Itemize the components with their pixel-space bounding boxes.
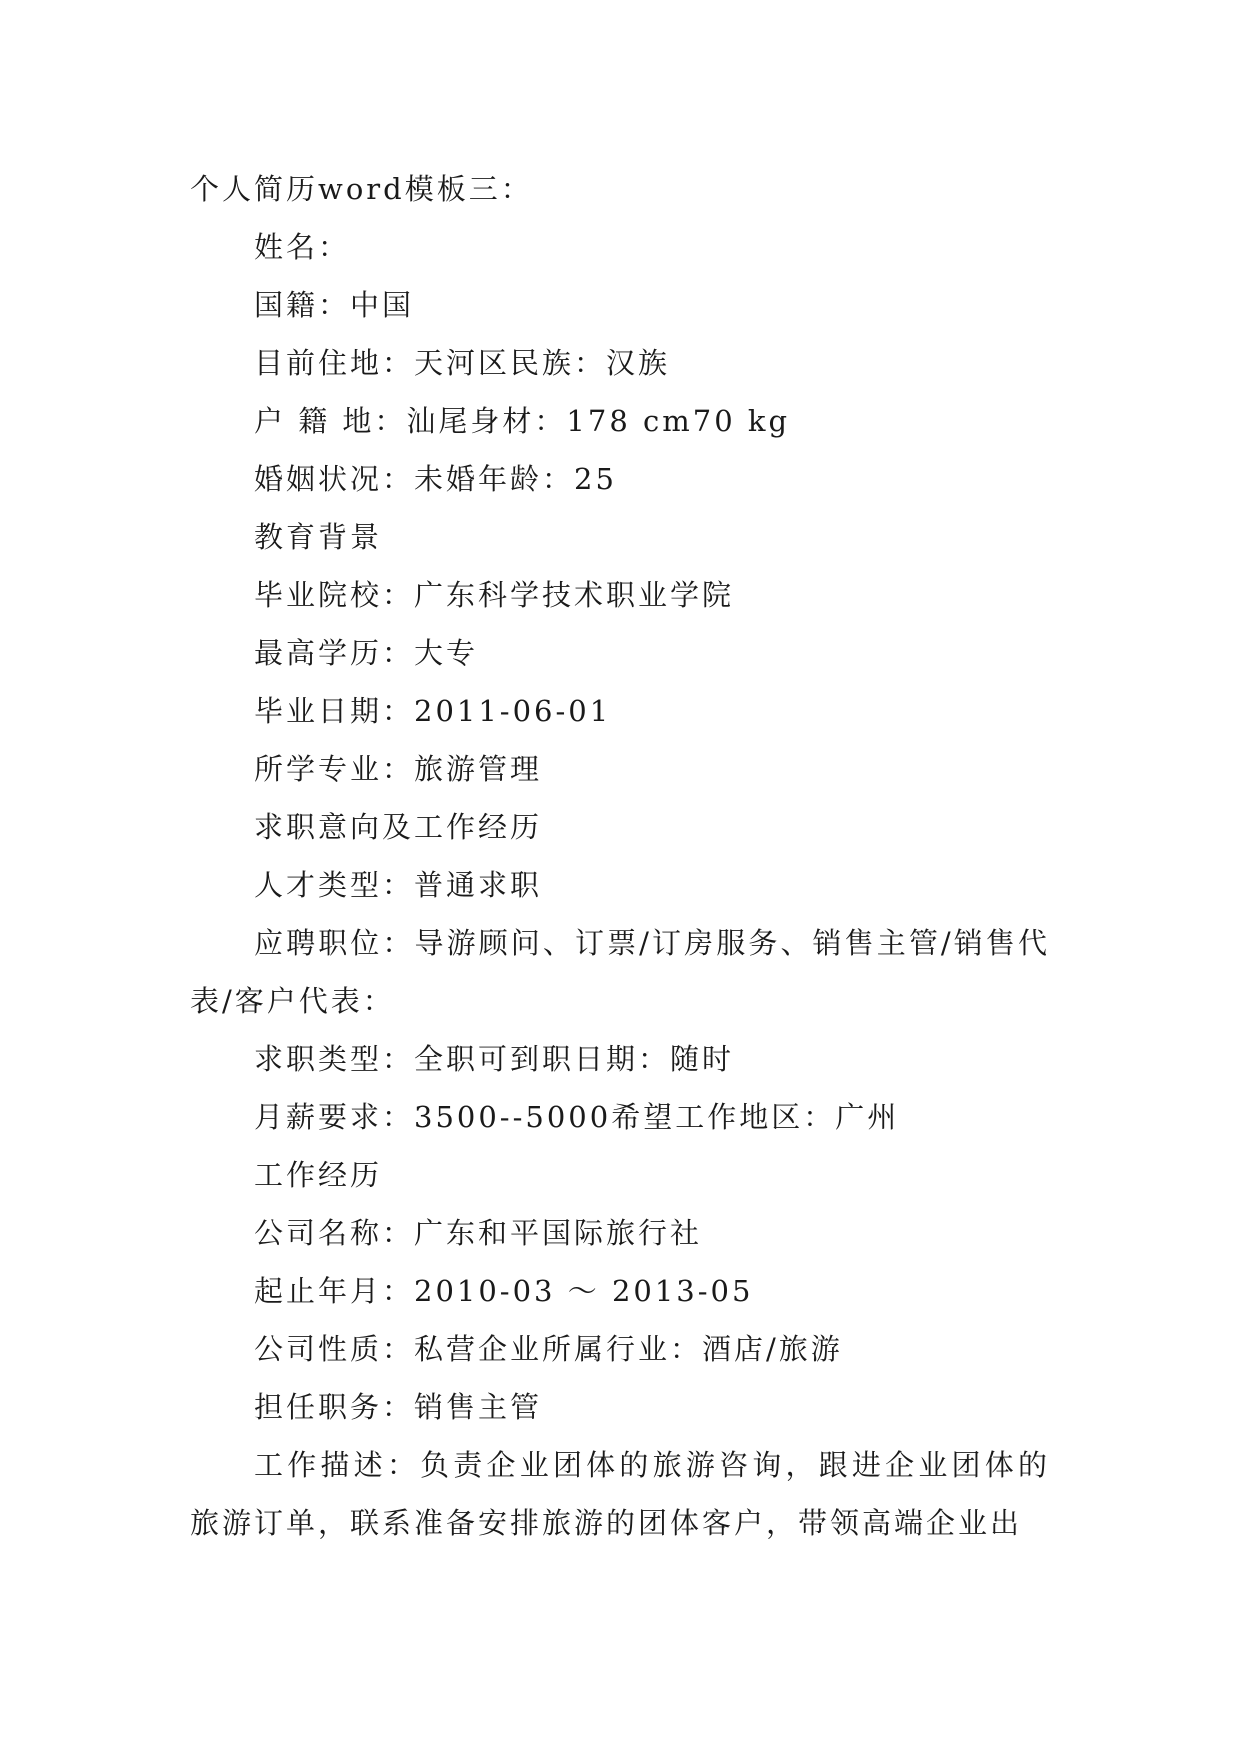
field-residence-ethnicity: 目前住地：天河区民族：汉族 xyxy=(254,346,671,380)
field-company: 公司名称：广东和平国际旅行社 xyxy=(254,1216,703,1250)
section-heading-education: 教育背景 xyxy=(254,520,383,554)
field-graduation-date: 毕业日期：2011-06-01 xyxy=(254,694,612,728)
section-heading-career: 求职意向及工作经历 xyxy=(254,810,543,844)
field-company-nature: 公司性质：私营企业所属行业：酒店/旅游 xyxy=(254,1332,843,1366)
document-body xyxy=(190,160,1050,1552)
field-period: 起止年月：2010-03 ～ 2013-05 xyxy=(254,1274,754,1308)
field-talent-type: 人才类型：普通求职 xyxy=(254,868,543,902)
document-title: 个人简历word模板三： xyxy=(190,172,533,206)
field-salary-location: 月薪要求：3500--5000希望工作地区：广州 xyxy=(254,1100,900,1134)
field-degree: 最高学历：大专 xyxy=(254,636,479,670)
field-job-title: 担任职务：销售主管 xyxy=(254,1390,543,1424)
field-name: 姓名： xyxy=(254,230,351,264)
field-marital-age: 婚姻状况：未婚年龄：25 xyxy=(254,462,617,496)
section-heading-work: 工作经历 xyxy=(254,1158,383,1192)
field-job-type: 求职类型：全职可到职日期：随时 xyxy=(254,1042,735,1076)
field-major: 所学专业：旅游管理 xyxy=(254,752,543,786)
paragraph-description: 工作描述：负责企业团体的旅游咨询，跟进企业团体的旅游订单，联系准备安排旅游的团体客户，带领高端企业出 xyxy=(190,1448,1050,1540)
field-school: 毕业院校：广东科学技术职业学院 xyxy=(254,578,735,612)
paragraph-position: 应聘职位：导游顾问、订票/订房服务、销售主管/销售代表/客户代表： xyxy=(190,926,1050,1018)
field-hometown-physique: 户 籍 地：汕尾身材：178 cm70 kg xyxy=(254,404,791,438)
field-nationality: 国籍：中国 xyxy=(254,288,415,322)
